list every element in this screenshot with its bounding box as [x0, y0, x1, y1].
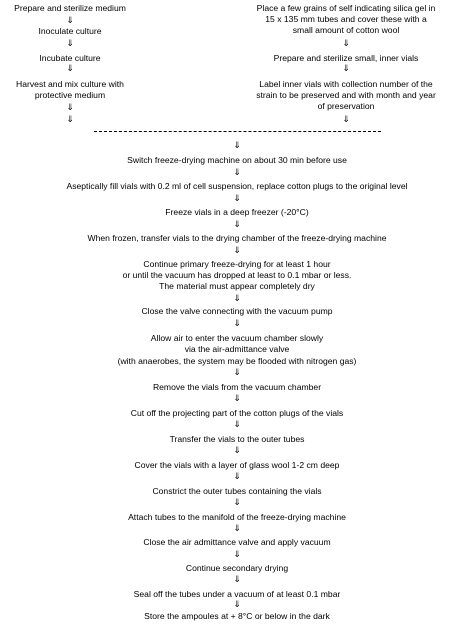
down-arrow-icon: ⇓ [233, 498, 241, 508]
step-constrict-tubes: Constrict the outer tubes containing the vials [152, 486, 322, 496]
step-primary-drying-line2: or until the vacuum has dropped at least to 0.1 mbar or less. [122, 270, 352, 280]
down-arrow-icon: ⇓ [66, 115, 74, 125]
down-arrow-icon: ⇓ [233, 524, 241, 534]
step-seal-tubes: Seal off the tubes under a vacuum of at least 0.1 mbar [133, 589, 341, 599]
step-prepare-vials: Prepare and sterilize small, inner vials [273, 53, 419, 63]
step-silica-line3: small amount of cotton wool [292, 25, 400, 35]
step-label-line2: strain to be preserved and with month and year [256, 90, 436, 100]
down-arrow-icon: ⇓ [233, 220, 241, 230]
step-harvest-line2: protective medium [34, 90, 106, 100]
step-apply-vacuum: Close the air admittance valve and apply vacuum [143, 537, 331, 547]
step-close-valve: Close the valve connecting with the vacuum pump [141, 306, 333, 316]
step-transfer-chamber: When frozen, transfer vials to the drying chamber of the freeze-drying machine [87, 233, 387, 243]
step-silica-line2: 15 x 135 mm tubes and cover these with a [265, 14, 427, 24]
down-arrow-icon: ⇓ [233, 194, 241, 204]
step-remove-vials: Remove the vials from the vacuum chamber [152, 382, 322, 392]
down-arrow-icon: ⇓ [233, 368, 241, 378]
step-transfer-tubes: Transfer the vials to the outer tubes [169, 434, 305, 444]
down-arrow-icon: ⇓ [233, 319, 241, 329]
down-arrow-icon: ⇓ [342, 115, 350, 125]
down-arrow-icon: ⇓ [66, 16, 74, 26]
step-fill-vials: Aseptically fill vials with 0.2 ml of cell suspension, replace cotton plugs to the original level [66, 181, 408, 191]
down-arrow-icon: ⇓ [233, 246, 241, 256]
step-primary-drying-line3: The material must appear completely dry [159, 281, 315, 291]
down-arrow-icon: ⇓ [233, 168, 241, 178]
down-arrow-icon: ⇓ [342, 64, 350, 74]
down-arrow-icon: ⇓ [233, 446, 241, 456]
step-prepare-medium: Prepare and sterilize medium [14, 3, 126, 13]
step-cover-vials: Cover the vials with a layer of glass wool 1-2 cm deep [134, 460, 340, 470]
down-arrow-icon: ⇓ [233, 472, 241, 482]
step-allow-air-line3: (with anaerobes, the system may be flooded with nitrogen gas) [117, 356, 357, 366]
down-arrow-icon: ⇓ [233, 420, 241, 430]
step-store-ampoules: Store the ampoules at + 8°C or below in the dark [144, 611, 330, 621]
step-harvest-line1: Harvest and mix culture with [16, 79, 124, 89]
step-primary-drying-line1: Continue primary freeze-drying for at least 1 hour [143, 259, 331, 269]
step-cut-plugs: Cut off the projecting part of the cotton plugs of the vials [130, 408, 344, 418]
step-incubate-culture: Incubate culture [39, 53, 101, 63]
step-allow-air-line1: Allow air to enter the vacuum chamber slowly [150, 333, 324, 343]
down-arrow-icon: ⇓ [233, 394, 241, 404]
step-attach-manifold: Attach tubes to the manifold of the freeze-drying machine [128, 512, 346, 522]
down-arrow-icon: ⇓ [342, 39, 350, 49]
down-arrow-icon: ⇓ [233, 550, 241, 560]
down-arrow-icon: ⇓ [66, 103, 74, 113]
down-arrow-icon: ⇓ [233, 575, 241, 585]
step-switch-on: Switch freeze-drying machine on about 30 min before use [127, 155, 347, 165]
down-arrow-icon: ⇓ [233, 600, 241, 610]
step-secondary-drying: Continue secondary drying [185, 563, 289, 573]
down-arrow-icon: ⇓ [233, 141, 241, 151]
step-inoculate-culture: Inoculate culture [38, 26, 102, 36]
down-arrow-icon: ⇓ [66, 64, 74, 74]
step-silica-line1: Place a few grains of self indicating silica gel in [256, 3, 436, 13]
down-arrow-icon: ⇓ [233, 294, 241, 304]
step-label-line3: of preservation [317, 101, 375, 111]
step-freeze-vials: Freeze vials in a deep freezer (-20°C) [165, 207, 309, 217]
down-arrow-icon: ⇓ [66, 39, 74, 49]
step-allow-air-line2: via the air-admittance valve [184, 344, 290, 354]
merge-divider [94, 131, 381, 132]
step-label-line1: Label inner vials with collection number of the [259, 79, 433, 89]
